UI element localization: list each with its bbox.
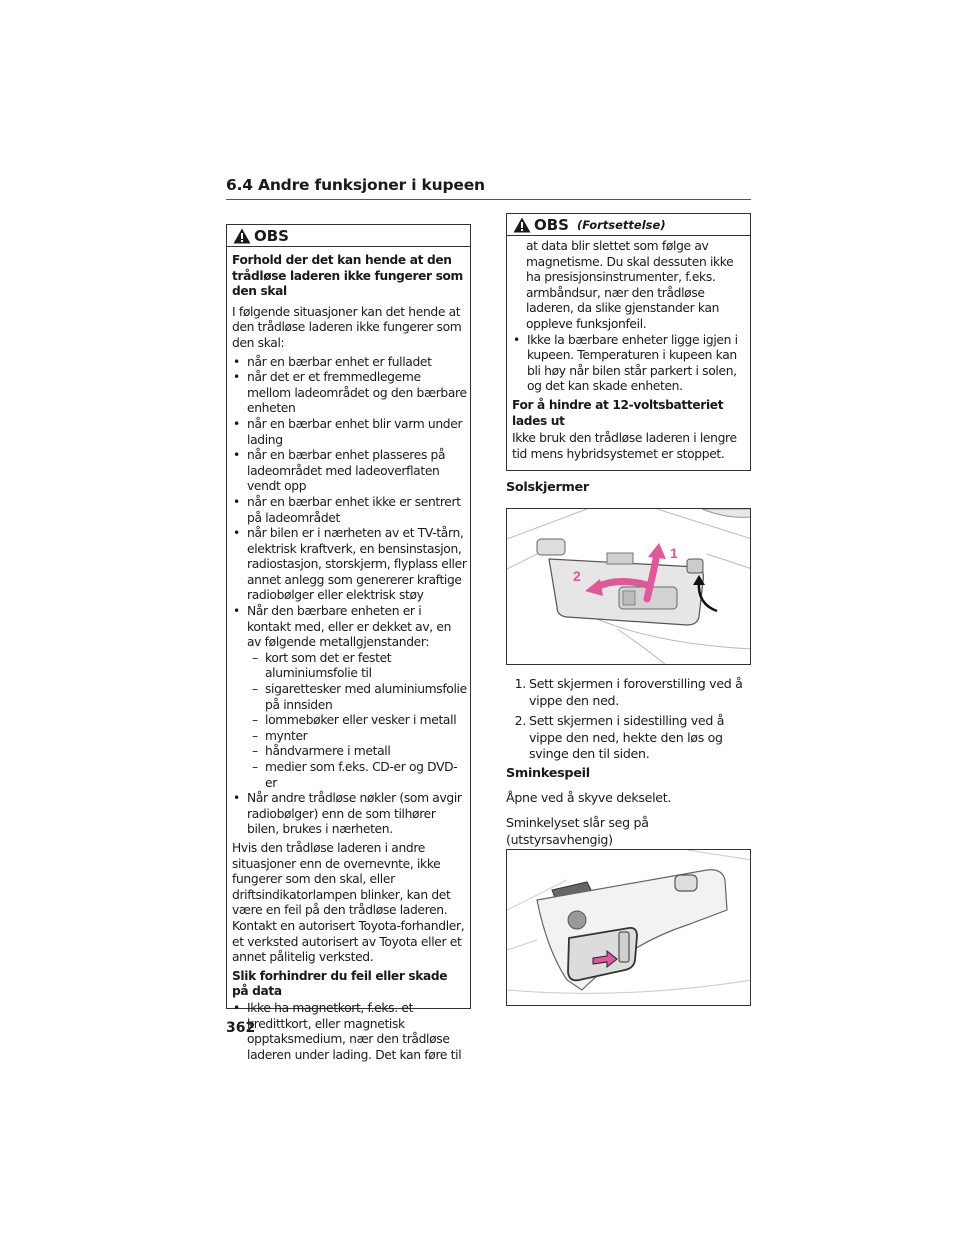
mirror-instruction: Åpne ved å skyve dekselet. [506, 790, 672, 805]
list-item: • når en bærbar enhet er fulladet [233, 354, 432, 369]
sun-visor-drawing [507, 509, 751, 665]
list-item: 2. Sett skjermen i sidestilling ved å vippe den ned, hekte den løs og svinge den til siden. [514, 713, 725, 761]
obs-header [227, 225, 470, 247]
section-title-sun-visor: Solskjermer [506, 480, 589, 495]
list-item: • når en bærbar enhet blir varm under lading [233, 416, 463, 447]
notice-heading: Forhold der det kan hende at den trådløse laderen ikke fungerer som den skal [232, 253, 463, 299]
notice-intro: I følgende situasjoner kan det hende at den trådløse laderen ikke fungerer som den skal: [232, 304, 462, 350]
fig-label-2: 2 [573, 568, 581, 584]
sub-list-item: – sigarettesker med aluminiumsfolie på innsiden [252, 682, 467, 712]
list-item: • når det er et fremmedlegeme mellom ladeområdet og den bærbare enheten [233, 370, 467, 416]
sub-list-item: – lommebøker eller vesker i metall [252, 713, 457, 728]
list-item: 1. Sett skjermen i foroverstilling ved å vippe den ned. [514, 676, 743, 708]
fig-label-1: 1 [670, 545, 678, 561]
list-item: • når en bærbar enhet plasseres på ladeområdet med ladeoverflaten vendt opp [233, 448, 446, 494]
obs-notice-box-continued [506, 213, 751, 471]
list-item: • Når den bærbare enheten er i kontakt med, eller er dekket av, en av følgende metallgjenstander: [233, 604, 452, 650]
obs-label: OBS [254, 226, 289, 245]
sun-visor-illustration [506, 508, 751, 665]
notice-paragraph: at data blir slettet som følge av magnetisme. Du skal dessuten ikke ha presisjonsinstrumenter, f.eks. armbåndsur, nær den trådløse laderen, da slike gjenstander kan oppleve funksjonfeil. [526, 239, 734, 331]
sub-list-item: – medier som f.eks. CD-er og DVD-er [252, 760, 458, 790]
notice-paragraph: Hvis den trådløse laderen i andre situasjoner enn de overnevnte, ikke fungerer som den skal, eller driftsindikatorlampen blinker, kan det være en feil på den trådløse laderen. Kontakt en autorisert Toyota-forhandler, et verksted autorisert av Toyota eller et annet pålitelig verksted. [232, 840, 465, 965]
sub-list-item: – kort som det er festet aluminiumsfolie til [252, 650, 392, 681]
header-divider [226, 199, 751, 200]
notice-heading: Slik forhindrer du feil eller skade på data [232, 968, 448, 999]
sub-list-item: – håndvarmere i metall [252, 744, 391, 759]
warning-icon [233, 228, 251, 244]
list-item: • Når andre trådløse nøkler (som avgir radiobølger) enn de som tilhører bilen, brukes i nærheten. [233, 791, 462, 837]
list-item: • Ikke ha magnetkort, f.eks. et kredittkort, eller magnetisk opptaksmedium, nær den trådløse laderen under lading. Det kan føre til [233, 1000, 462, 1062]
vanity-mirror-drawing [507, 850, 751, 1006]
vanity-mirror-illustration [506, 849, 751, 1006]
sub-list-item: – mynter [252, 728, 308, 743]
list-item: • Ikke la bærbare enheter ligge igjen i kupeen. Temperaturen i kupeen kan bli høy når bilen står parkert i solen, og det kan skade enheten. [513, 332, 738, 394]
section-title-vanity-mirror: Sminkespeil [506, 766, 590, 781]
notice-heading: For å hindre at 12-voltsbatteriet lades ut [512, 397, 724, 428]
obs-label: OBS [534, 215, 569, 234]
notice-paragraph: Ikke bruk den trådløse laderen i lengre tid mens hybridsystemet er stoppet. [512, 431, 737, 461]
obs-header [507, 214, 750, 236]
mirror-light-note: Sminkelyset slår seg på (utstyrsavhengig) [506, 815, 649, 847]
list-item: • når en bærbar enhet ikke er sentrert på ladeområdet [233, 494, 461, 525]
page-number: 362 [226, 1020, 256, 1036]
warning-icon [513, 217, 531, 233]
continued-label: (Fortsettelse) [577, 217, 666, 232]
sun-visor-steps [506, 676, 754, 767]
list-item: • når bilen er i nærheten av et TV-tårn, elektrisk kraftverk, en bensinstasjon, radiostasjon, storskjerm, flyplass eller annet anlegg som genererer kraftige radiobølger eller elektrisk støy [233, 526, 467, 603]
section-header: 6.4 Andre funksjoner i kupeen [226, 176, 485, 194]
